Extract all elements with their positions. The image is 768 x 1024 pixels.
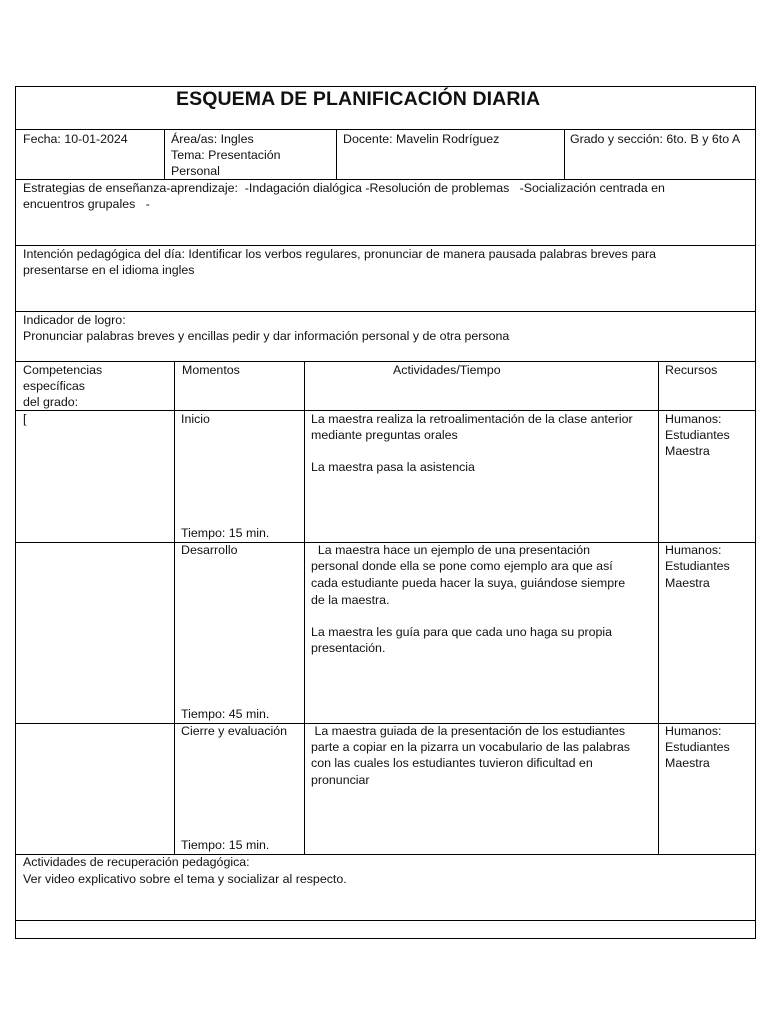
row2-actividad-line: personal donde ella se pone como ejemplo ara que así [311,559,613,573]
row2-tiempo: Tiempo: 45 min. [181,707,270,721]
tema-text: Tema: Presentación [171,148,281,162]
row3-recurso-line: Maestra [665,756,710,770]
indicador-text: Pronunciar palabras breves y encillas pedir y dar información personal y de otra persona [23,329,510,343]
th-recursos: Recursos [665,363,718,377]
row1-actividad-line: La maestra pasa la asistencia [311,460,475,474]
row2-momento: Desarrollo [181,543,238,557]
row2-actividad-line: La maestra les guía para que cada uno haga su propia [311,625,613,639]
row2-actividad-line: presentación. [311,641,386,655]
th-competencias-line1: Competencias [23,363,103,377]
row3-actividad-line: con las cuales los estudiantes tuvieron dificultad en [311,756,593,770]
row1-competencia: [ [23,412,27,426]
row1-actividad-line: La maestra realiza la retroalimentación de la clase anterior [311,412,633,426]
row2-actividad-line: de la maestra. [311,593,390,607]
row1-recurso-line: Maestra [665,444,710,458]
th-competencias-line2: específicas [23,379,85,393]
document-title: ESQUEMA DE PLANIFICACIÓN DIARIA [176,88,541,110]
recuperacion-label: Actividades de recuperación pedagógica: [23,855,250,869]
th-momentos: Momentos [182,363,240,377]
row2-actividad-line: cada estudiante pueda hacer la suya, guiándose siempre [311,576,626,590]
docente-text: Docente: Mavelin Rodríguez [343,132,500,146]
indicador-label: Indicador de logro: [23,313,126,327]
row3-recurso-line: Estudiantes [665,740,730,754]
row1-tiempo: Tiempo: 15 min. [181,526,270,540]
estrategias-text-line1: Estrategias de enseñanza-aprendizaje: -Indagación dialógica -Resolución de problemas -Socialización centrada en [23,181,665,195]
row1-recurso-line: Estudiantes [665,428,730,442]
row3-actividad-line: pronunciar [311,773,370,787]
intencion-text-line2: presentarse en el idioma ingles [23,263,195,277]
row1-momento: Inicio [181,412,210,426]
tema-text-cont: Personal [171,164,220,178]
row2-recurso-line: Estudiantes [665,559,730,573]
recuperacion-text: Ver video explicativo sobre el tema y socializar al respecto. [23,872,347,886]
empty-footer-row [15,920,756,939]
row3-momento-cell [174,723,305,855]
row3-competencia-cell [15,723,175,855]
row3-actividad-line: La maestra guiada de la presentación de los estudiantes [311,724,626,738]
row1-competencia-cell [15,410,175,543]
row1-momento-cell [174,410,305,543]
area-text: Área/as: Ingles [171,132,254,146]
row2-competencia-cell [15,542,175,724]
row2-recurso-line: Maestra [665,576,710,590]
row2-momento-cell [174,542,305,724]
row3-actividad-line: parte a copiar en la pizarra un vocabulario de las palabras [311,740,630,754]
grado-text: Grado y sección: 6to. B y 6to A [570,132,741,146]
row2-actividad-line: La maestra hace un ejemplo de una presentación [311,543,590,557]
row3-momento: Cierre y evaluación [181,724,288,738]
fecha-text: Fecha: 10-01-2024 [23,132,128,146]
row3-recurso-line: Humanos: [665,724,722,738]
intencion-text-line1: Intención pedagógica del día: Identificar los verbos regulares, pronunciar de manera pausada palabras breves para [23,247,657,261]
row1-recurso-line: Humanos: [665,412,722,426]
row2-recurso-line: Humanos: [665,543,722,557]
row3-tiempo: Tiempo: 15 min. [181,838,270,852]
th-actividades: Actividades/Tiempo [393,363,501,377]
row1-actividad-line: mediante preguntas orales [311,428,458,442]
th-competencias-line3: del grado: [23,395,79,409]
estrategias-text-line2: encuentros grupales - [23,197,150,211]
